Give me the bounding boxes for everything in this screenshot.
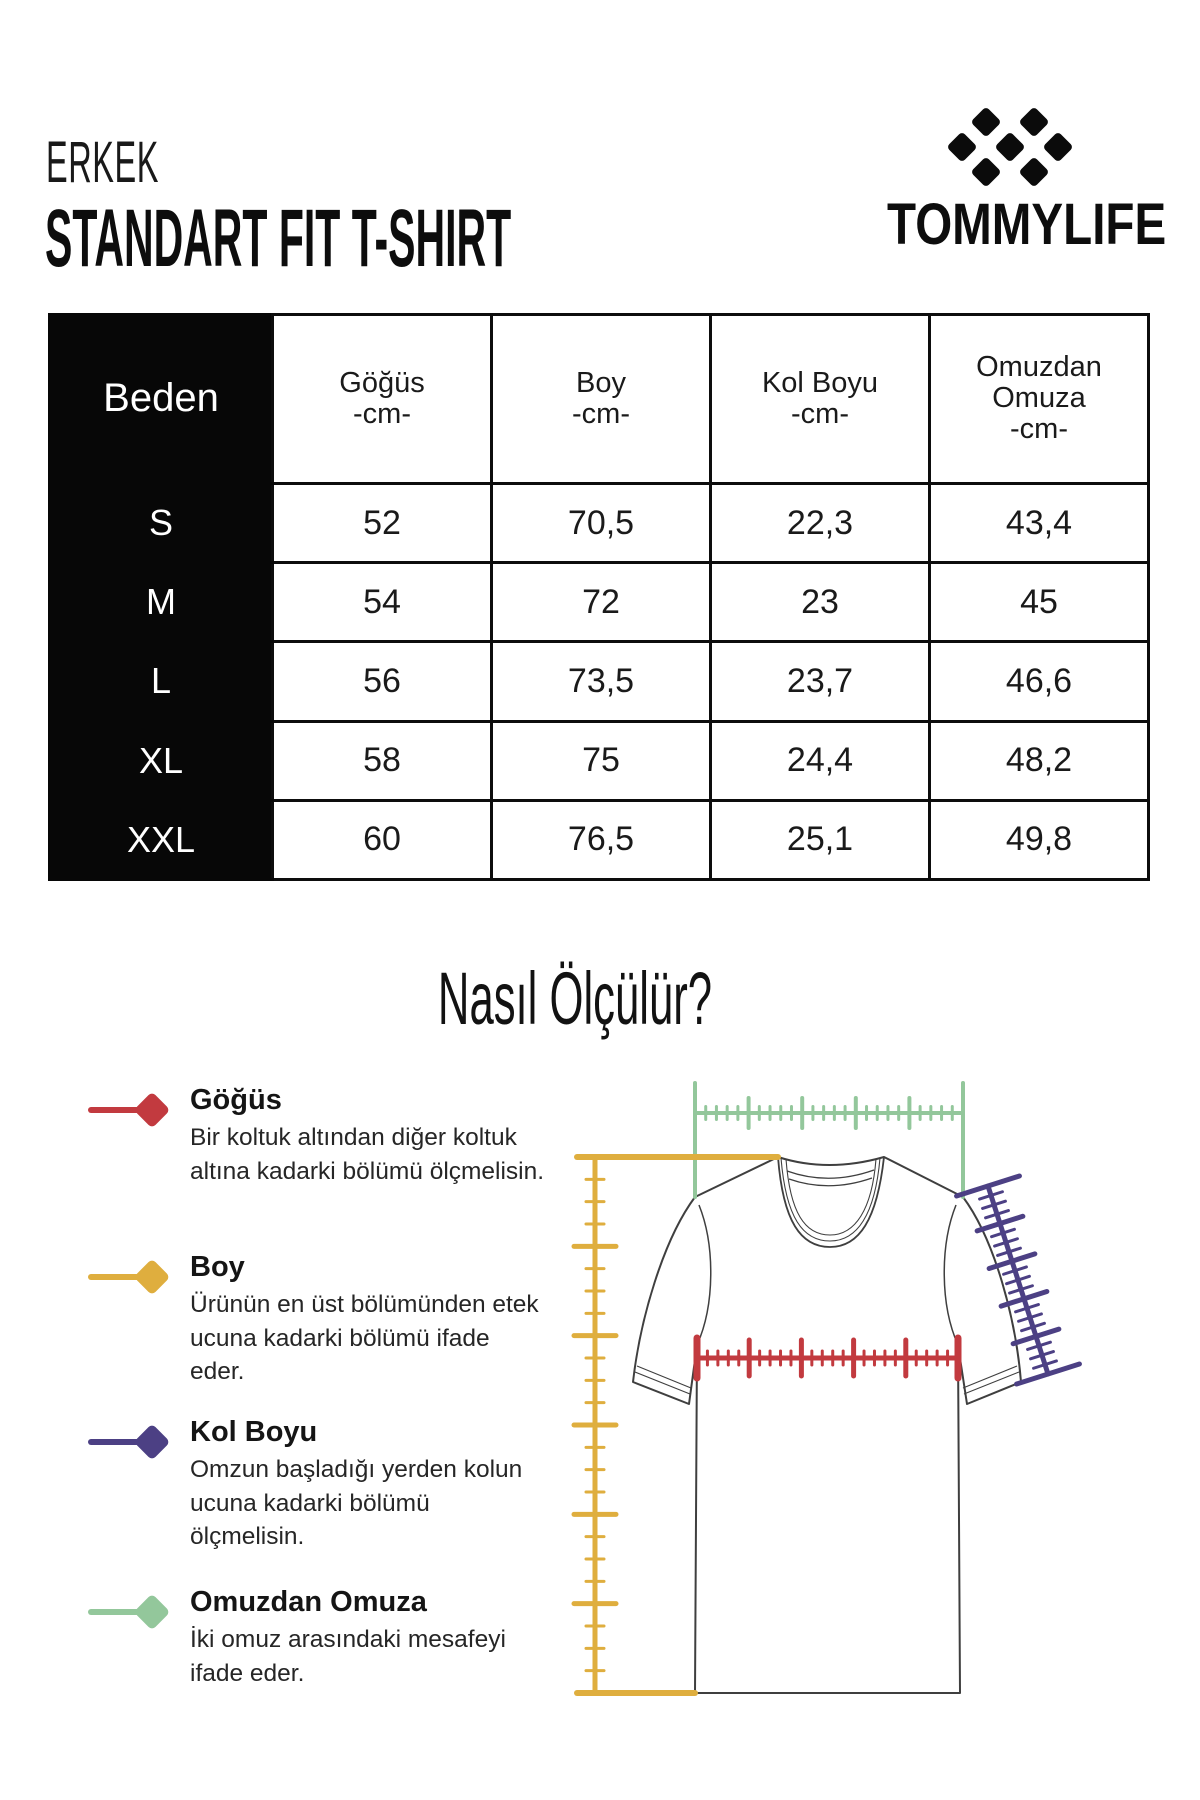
value-cell: 73,5 bbox=[492, 642, 711, 721]
tshirt-outline bbox=[633, 1157, 1021, 1693]
column-header-gogus: Göğüs -cm- bbox=[273, 315, 492, 484]
legend-description: Bir koltuk altından diğer koltuk altına kadarki bölümü ölçmelisin. bbox=[190, 1124, 545, 1185]
column-header-omuzdan-omuza: Omuzdan Omuza -cm- bbox=[930, 315, 1149, 484]
value-cell: 56 bbox=[273, 642, 492, 721]
legend-label: Kol Boyu bbox=[190, 1416, 318, 1448]
size-label: M bbox=[50, 563, 273, 642]
page-title: STANDART FIT T-SHIRT bbox=[45, 193, 512, 284]
size-label: XL bbox=[50, 721, 273, 800]
value-cell: 46,6 bbox=[930, 642, 1149, 721]
legend-description: İki omuz arasındaki mesafeyi ifade eder. bbox=[190, 1626, 506, 1687]
value-cell: 70,5 bbox=[492, 483, 711, 562]
how-to-title: Nasıl Ölçülür? bbox=[437, 957, 713, 1040]
size-label: XXL bbox=[50, 800, 273, 879]
value-cell: 54 bbox=[273, 563, 492, 642]
value-cell: 25,1 bbox=[711, 800, 930, 879]
value-cell: 23 bbox=[711, 563, 930, 642]
legend-label: Omuzdan Omuza bbox=[190, 1586, 427, 1618]
value-cell: 58 bbox=[273, 721, 492, 800]
value-cell: 45 bbox=[930, 563, 1149, 642]
category-title: ERKEK bbox=[46, 130, 159, 195]
value-cell: 76,5 bbox=[492, 800, 711, 879]
value-cell: 43,4 bbox=[930, 483, 1149, 562]
value-cell: 72 bbox=[492, 563, 711, 642]
value-cell: 22,3 bbox=[711, 483, 930, 562]
value-cell: 75 bbox=[492, 721, 711, 800]
column-header-kol-boyu: Kol Boyu -cm- bbox=[711, 315, 930, 484]
legend-label: Göğüs bbox=[190, 1084, 282, 1116]
value-cell: 48,2 bbox=[930, 721, 1149, 800]
legend-description: Ürünün en üst bölümünden etek ucuna kadarki bölümü ifade eder. bbox=[190, 1291, 539, 1385]
legend-description: Omzun başladığı yerden kolun ucuna kadarki bölümü ölçmelisin. bbox=[190, 1456, 523, 1550]
corner-header-beden: Beden bbox=[50, 315, 273, 484]
value-cell: 23,7 bbox=[711, 642, 930, 721]
column-header-boy: Boy -cm- bbox=[492, 315, 711, 484]
value-cell: 52 bbox=[273, 483, 492, 562]
value-cell: 49,8 bbox=[930, 800, 1149, 879]
brand-name: TOMMYLIFE bbox=[887, 192, 1167, 257]
value-cell: 60 bbox=[273, 800, 492, 879]
legend-label: Boy bbox=[190, 1251, 245, 1283]
size-label: S bbox=[50, 483, 273, 562]
size-label: L bbox=[50, 642, 273, 721]
value-cell: 24,4 bbox=[711, 721, 930, 800]
